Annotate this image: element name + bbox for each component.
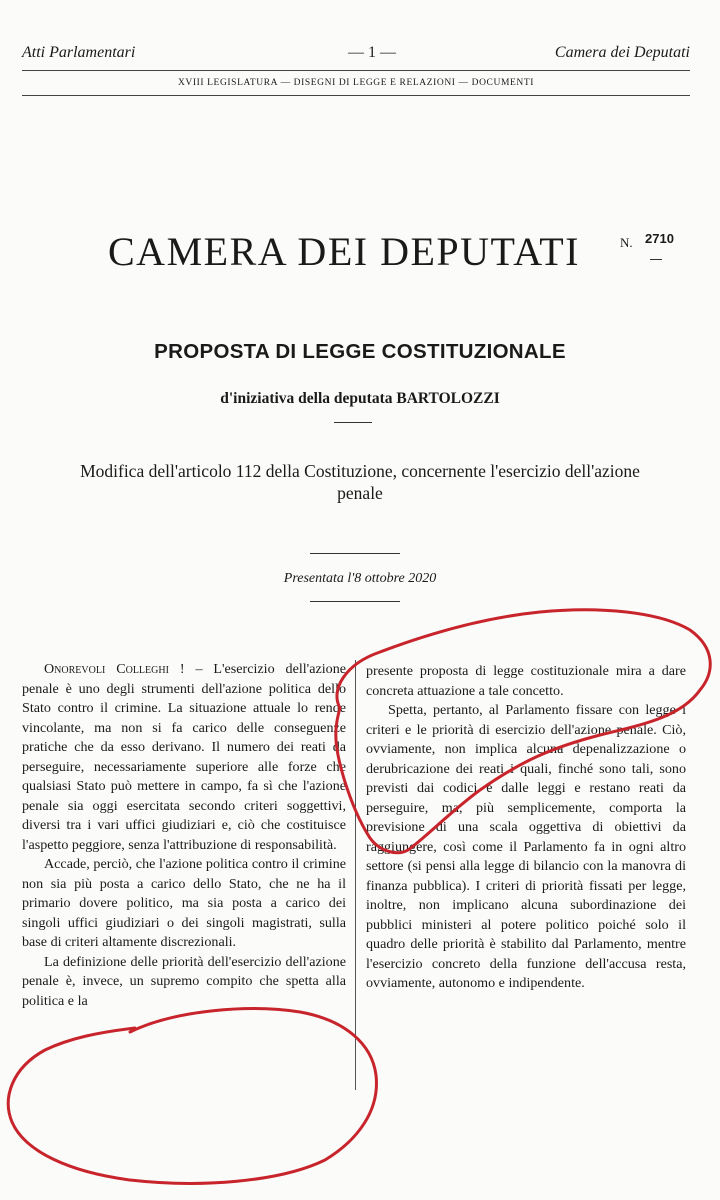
header-rule (22, 70, 690, 71)
red-ink-circle-left (8, 1009, 376, 1184)
separator-rule (310, 553, 400, 554)
presentation-date: Presentata l'8 ottobre 2020 (283, 571, 437, 586)
column-divider (355, 660, 356, 1090)
initiative-line (0, 390, 720, 408)
paragraph-text: – L'esercizio dell'azione penale è uno degli strumenti dell'azione politica dello Stato contro il crimine. La situazione attuale lo rende vincolante, ma non si fa carico delle conseguenze pratiche che da esso derivano. Il numero dei reati da perseguire, necessariamente superiore alle forze che qualsiasi Stato può mettere in campo, fa sì che l'azione penale sia oggi esercitata secondo criteri soggettivi, diversi tra i vari uffici giudiziari e, ciò che costituisce l'aspetto peggiore, senza l'attribuzione di responsabilità. (22, 661, 346, 853)
bill-number-rule (650, 259, 662, 260)
separator-rule (310, 601, 400, 602)
right-text-column (366, 662, 686, 994)
initiative-name: BARTOLOZZI (396, 390, 500, 407)
separator-rule (334, 422, 372, 423)
body-paragraph: presente proposta di legge costituzionale mira a dare concreta attuazione a tale concetto. (366, 663, 686, 699)
bill-number-label: N. (620, 235, 633, 250)
salutation: Onorevoli Colleghi ! (44, 661, 185, 677)
header-left-text: Atti Parlamentari (22, 44, 136, 61)
bill-number: 2710 (645, 231, 674, 246)
body-paragraph (22, 660, 346, 855)
page-number: — 1 — (348, 44, 396, 61)
body-paragraph: La definizione delle priorità dell'esercizio dell'azione penale è, invece, un supremo compito che spetta alla politica e la (22, 953, 346, 1009)
left-text-column (22, 660, 346, 1011)
running-header (22, 44, 690, 66)
initiative-prefix: d'iniziativa della deputata (220, 390, 393, 407)
body-paragraph: Spetta, pertanto, al Parlamento fissare con legge i criteri e le priorità di esercizio dell'azione penale. Ciò, ovviamente, non implica alcuna depenalizzazione o derubricazione dei reati i quali, finché sono tali, sono previsti dai codici e dalle leggi e restano reati da perseguire, ma, più semplicemente, comporta la previsione di una scala oggettiva di obiettivi da raggiungere, così come il Parlamento fa in ogni altro settore (si pensi alla legge di bilancio con la manovra di finanza pubblica). I criteri di priorità fissati per legge, inoltre, non implicano alcuna subordinazione dei pubblici ministeri al potere politico poiché solo il quadro delle priorità è stabilito dal Parlamento, mentre l'esercizio concreto della funzione dell'accusa resta, ovviamente, autonomo e indipendente. (366, 702, 686, 991)
header-subtitle: XVIII LEGISLATURA — DISEGNI DI LEGGE E RELAZIONI — DOCUMENTI (177, 78, 535, 88)
bill-subject: Modifica dell'articolo 112 della Costituzione, concernente l'esercizio dell'azione penale (80, 461, 640, 503)
chamber-title: CAMERA DEI DEPUTATI (108, 229, 580, 274)
bill-type-heading: PROPOSTA DI LEGGE COSTITUZIONALE (154, 340, 566, 363)
header-right-text: Camera dei Deputati (554, 44, 690, 61)
body-paragraph: Accade, perciò, che l'azione politica contro il crimine non sia più posta a carico dello Stato, che ne ha il primario dovere politico, ma sia posta a carico dei singoli uffici giudiziari o dei singoli magistrati, sulla base di criteri altamente discrezionali. (22, 856, 346, 950)
subheader-rule (22, 95, 690, 96)
